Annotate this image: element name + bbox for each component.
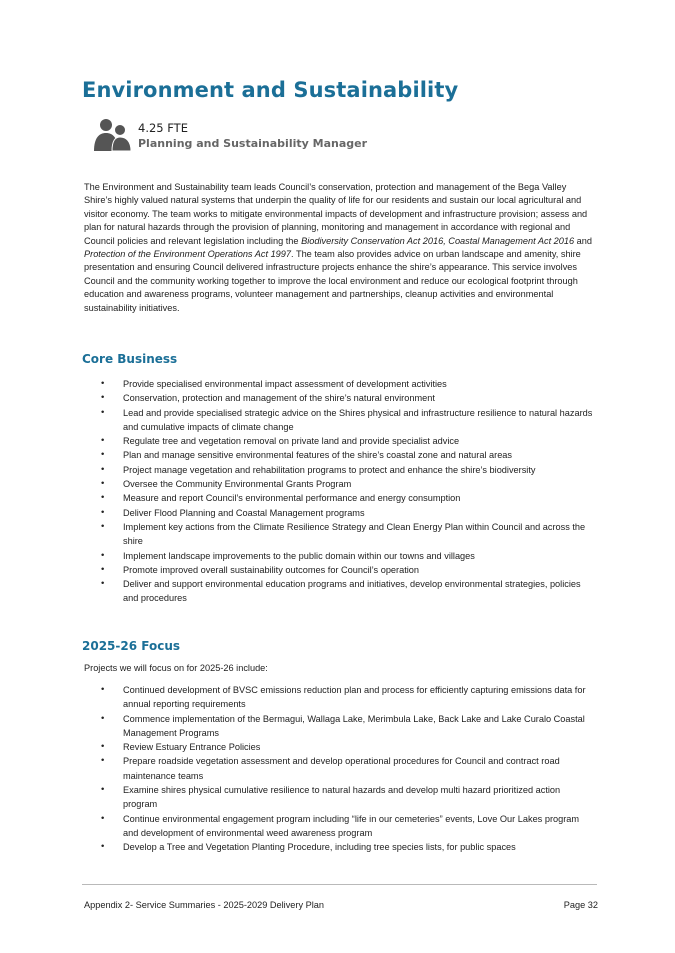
act-reference: Biodiversity Conservation Act 2016, Coastal Management Act 2016	[301, 235, 575, 246]
list-item: • Implement key actions from the Climate Resilience Strategy and Clean Energy Plan within Council and across the shire	[84, 520, 596, 549]
staffing-block	[93, 118, 393, 154]
list-item: • Review Estuary Entrance Policies	[84, 740, 596, 754]
list-item: • Provide specialised environmental impact assessment of development activities	[84, 377, 596, 391]
list-item: • Deliver and support environmental education programs and initiatives, develop environmental strategies, policies and procedures	[84, 577, 596, 606]
list-item: • Continued development of BVSC emissions reduction plan and process for efficiently capturing emissions data for annual reporting requirements	[84, 683, 596, 712]
list-item: • Deliver Flood Planning and Coastal Management programs	[84, 506, 596, 520]
core-business-heading: Core Business	[82, 352, 178, 366]
list-item: • Oversee the Community Environmental Grants Program	[84, 477, 596, 491]
core-business-list	[84, 377, 596, 606]
focus-intro: Projects we will focus on for 2025-26 include:	[84, 663, 268, 673]
list-item: • Continue environmental engagement program including “life in our cemeteries” events, Love Our Lakes program and development of environmental weed awareness program	[84, 812, 596, 841]
footer-document-title: Appendix 2- Service Summaries - 2025-2029 Delivery Plan	[84, 900, 325, 910]
footer-divider	[82, 884, 597, 885]
list-item: • Measure and report Council’s environmental performance and energy consumption	[84, 491, 596, 505]
intro-paragraph: The Environment and Sustainability team leads Council’s conservation, protection and management of the Bega Valley Shire’s highly valued natural systems that underpin the quality of life for our residents and sustain our local agricultural and visitor economy. The team works to mitigate environmental impacts of development and infrastructure provision; assess and plan for natural hazards through the provision of planning, monitoring and management in accordance with regional and Council policies and relevant legislation including the Biodiversity Conservation Act 2016, Coastal Management Act 2016 and Protection of the Environment Operations Act 1997. The team also provides advice on urban landscape and amenity, shire presentation and ensuring Council delivered infrastructure projects enhance the shire’s appearance. This service involves Council and the community working together to improve the local environment and reduce our ecological footprint through education and awareness programs, volunteer management and partnerships, cleanup activities and environmental sustainability initiatives.	[84, 182, 593, 313]
act-reference: Protection of the Environment Operations Act 1997	[84, 249, 292, 260]
list-item: • Conservation, protection and management of the shire’s natural environment	[84, 391, 596, 405]
list-item: • Examine shires physical cumulative resilience to natural hazards and develop multi hazard prioritized action program	[84, 783, 596, 812]
page-number: Page 32	[563, 900, 598, 910]
manager-role: Planning and Sustainability Manager	[138, 137, 368, 150]
list-item: • Regulate tree and vegetation removal on private land and provide specialist advice	[84, 434, 596, 448]
focus-list	[84, 683, 596, 855]
list-item: • Implement landscape improvements to the public domain within our towns and villages	[84, 549, 596, 563]
list-item: • Promote improved overall sustainability outcomes for Council’s operation	[84, 563, 596, 577]
people-icon	[93, 118, 133, 152]
page-title: Environment and Sustainability	[82, 78, 459, 102]
list-item: • Prepare roadside vegetation assessment and develop operational procedures for Council and contract road maintenance teams	[84, 754, 596, 783]
list-item: • Plan and manage sensitive environmental features of the shire’s coastal zone and natural areas	[84, 448, 596, 462]
list-item: • Commence implementation of the Bermagui, Wallaga Lake, Merimbula Lake, Back Lake and Lake Curalo Coastal Management Programs	[84, 712, 596, 741]
list-item: • Lead and provide specialised strategic advice on the Shires physical and infrastructure resilience to natural hazards and cumulative impacts of climate change	[84, 406, 596, 435]
list-item: • Develop a Tree and Vegetation Planting Procedure, including tree species lists, for public spaces	[84, 840, 596, 854]
fte-value: 4.25 FTE	[138, 121, 188, 135]
focus-heading: 2025-26 Focus	[82, 639, 181, 653]
list-item: • Project manage vegetation and rehabilitation programs to protect and enhance the shire’s biodiversity	[84, 463, 596, 477]
